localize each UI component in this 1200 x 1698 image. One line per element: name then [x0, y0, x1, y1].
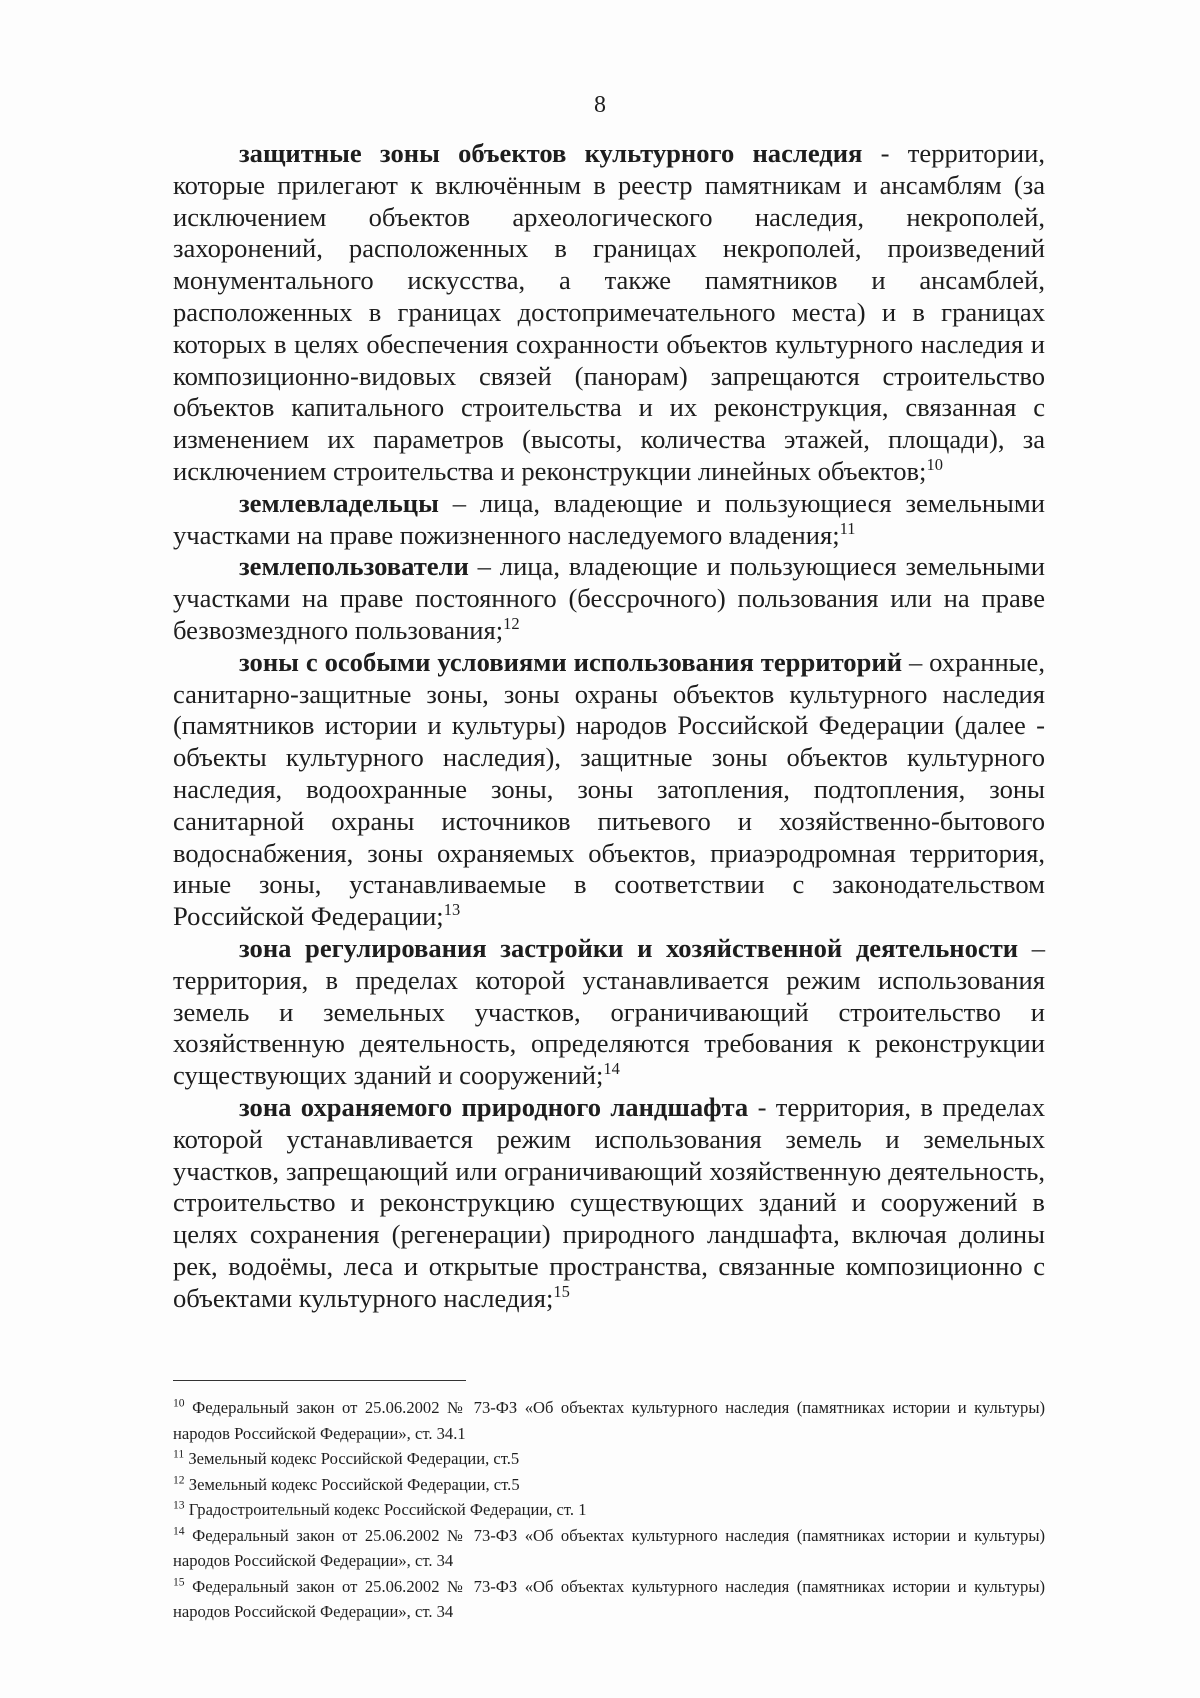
- definition-term: защитные зоны объектов культурного наследия: [239, 138, 863, 168]
- footnote-text: Земельный кодекс Российской Федерации, ст.5: [184, 1474, 520, 1494]
- footnote-ref[interactable]: 11: [839, 518, 856, 538]
- footnote: [173, 1574, 1045, 1625]
- footnote: [173, 1472, 1045, 1498]
- definition-text: – территория, в пределах которой устанавливается режим использования земель и земельных участков, ограничивающий строительство и хозяйственную деятельность, определяются требования к реконструкции существующих зданий и сооружений;: [173, 932, 1045, 1091]
- page-number: 8: [594, 92, 606, 118]
- definition-paragraph: [173, 1092, 1045, 1315]
- footnote-number: 10: [173, 1396, 185, 1410]
- footnote-text: Градостроительный кодекс Российской Федерации, ст. 1: [184, 1500, 587, 1519]
- definition-text: – лица, владеющие и пользующиеся земельными участками на праве пожизненного наследуемого владения;: [173, 487, 1045, 550]
- footnote-ref[interactable]: 10: [926, 455, 943, 475]
- definition-term: землепользователи: [239, 551, 469, 582]
- footnote-number: 14: [173, 1523, 185, 1537]
- definition-text: – лица, владеющие и пользующиеся земельными участками на праве постоянного (бессрочного) пользования или на праве безвозмездного пользования;: [173, 551, 1045, 645]
- footnote: [173, 1395, 1045, 1446]
- footnote-number: 15: [173, 1574, 185, 1588]
- footnote: [173, 1497, 1045, 1523]
- footnote-number: 12: [173, 1472, 185, 1486]
- footnote-ref[interactable]: 14: [603, 1059, 620, 1079]
- definition-term: зона регулирования застройки и хозяйственной деятельности: [239, 932, 1019, 963]
- footnote: [173, 1446, 1045, 1472]
- footnotes-section: [173, 1395, 1045, 1625]
- definition-text: - территория, в пределах которой устанавливается режим использования земель и земельных участков, запрещающий или ограничивающий хозяйственную деятельность, строительство и реконструкцию существующих зданий и сооружений в целях сохранения (регенерации) природного ландшафта, включая долины рек, водоёмы, леса и открытые пространства, связанные композиционно с объектами культурного наследия;: [173, 1091, 1046, 1313]
- definition-paragraph: [173, 647, 1045, 933]
- definition-paragraph: [173, 933, 1045, 1092]
- footnote-ref[interactable]: 15: [553, 1281, 570, 1301]
- definition-paragraph: [173, 551, 1045, 646]
- footnote-text: Федеральный закон от 25.06.2002 № 73-ФЗ «Об объектах культурного наследия (памятниках истории и культуры) народов Российской Федерации», ст. 34: [173, 1576, 1045, 1621]
- footnote-text: Земельный кодекс Российской Федерации, ст.5: [184, 1449, 520, 1468]
- definition-paragraph: [173, 138, 1045, 488]
- footnote-number: 11: [173, 1447, 185, 1461]
- definition-text: – охранные, санитарно-защитные зоны, зоны охраны объектов культурного наследия (памятников истории и культуры) народов Российской Федерации (далее - объекты культурного наследия), защитные зоны объектов культурного наследия, водоохранные зоны, зоны затопления, подтопления, зоны санитарной охраны источников питьевого и хозяйственно-бытового водоснабжения, зоны охраняемых объектов, приаэродромная территория, иные зоны, устанавливаемые в соответствии с законодательством Российской Федерации;: [173, 646, 1045, 932]
- footnote: [173, 1523, 1045, 1574]
- footnote-text: Федеральный закон от 25.06.2002 № 73-ФЗ «Об объектах культурного наследия (памятниках истории и культуры) народов Российской Федерации», ст. 34.1: [173, 1398, 1045, 1443]
- footnote-separator: [173, 1380, 466, 1381]
- definition-term: землевладельцы: [239, 487, 439, 518]
- footnote-text: Федеральный закон от 25.06.2002 № 73-ФЗ «Об объектах культурного наследия (памятниках истории и культуры) народов Российской Федерации», ст. 34: [173, 1525, 1045, 1570]
- definition-paragraph: [173, 488, 1045, 552]
- footnote-ref[interactable]: 13: [443, 900, 461, 920]
- footnote-ref[interactable]: 12: [503, 614, 520, 634]
- definition-term: зоны с особыми условиями использования территорий: [239, 646, 903, 677]
- definition-text: - территории, которые прилегают к включённым в реестр памятникам и ансамблям (за исключением объектов археологического наследия, некрополей, захоронений, расположенных в границах некрополей, произведений монументального искусства, а также памятников и ансамблей, расположенных в границах достопримечательного места) и в границах которых в целях обеспечения сохранности объектов культурного наследия и композиционно-видовых связей (панорам) запрещаются строительство объектов капитального строительства и их реконструкция, связанная с изменением их параметров (высоты, количества этажей, площади), за исключением строительства и реконструкции линейных объектов;: [173, 138, 1045, 486]
- definition-term: зона охраняемого природного ландшафта: [239, 1091, 749, 1122]
- definitions-body: [173, 138, 1045, 1314]
- footnote-number: 13: [173, 1498, 185, 1512]
